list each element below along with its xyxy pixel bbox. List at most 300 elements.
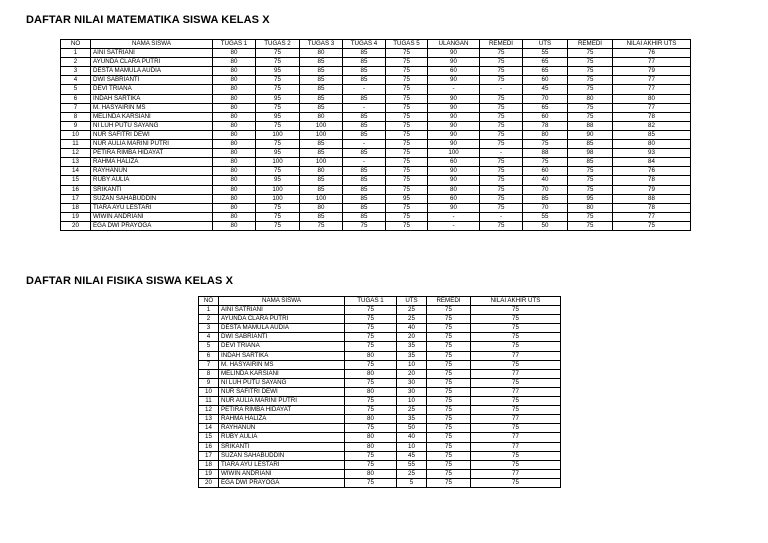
grade-cell: 40 (523, 176, 568, 185)
grade-cell: 90 (568, 130, 613, 139)
row-number-cell: 20 (199, 478, 219, 487)
row-number-cell: 16 (61, 185, 91, 194)
row-number-cell: 17 (199, 451, 219, 460)
grade-cell: 77 (613, 212, 691, 221)
grade-cell: 95 (256, 67, 300, 76)
grade-cell: 95 (256, 176, 300, 185)
grade-cell: 65 (523, 103, 568, 112)
table-row (199, 478, 561, 487)
grade-cell: 75 (256, 167, 300, 176)
math-grades-table (60, 39, 691, 231)
table-row (61, 221, 691, 230)
grade-cell: 75 (568, 58, 613, 67)
grade-cell: 85 (343, 194, 386, 203)
grade-cell: 90 (428, 203, 480, 212)
grade-cell: 80 (345, 415, 397, 424)
student-name-cell: MELINDA KARSIANI (219, 369, 345, 378)
student-name-cell: NUR SAFITRI DEWI (219, 387, 345, 396)
grade-cell: 75 (471, 460, 561, 469)
grade-cell: 35 (397, 415, 427, 424)
grade-cell: 100 (300, 121, 343, 130)
grade-cell: 75 (427, 315, 471, 324)
grade-cell: 75 (480, 167, 523, 176)
row-number-cell: 18 (61, 203, 91, 212)
table-row (61, 85, 691, 94)
grade-cell: 80 (213, 212, 256, 221)
grade-cell: 95 (256, 149, 300, 158)
student-name-cell: RAHMA HALIZA (219, 415, 345, 424)
grade-cell: 75 (386, 94, 428, 103)
student-name-cell: TIARA AYU LESTARI (219, 460, 345, 469)
grade-cell: 75 (480, 112, 523, 121)
student-name-cell: NUR AULIA MARINI PUTRI (219, 397, 345, 406)
grade-cell: 77 (613, 103, 691, 112)
row-number-cell: 4 (61, 76, 91, 85)
grade-cell: 75 (386, 203, 428, 212)
grade-cell: 85 (300, 212, 343, 221)
grade-cell: 75 (471, 306, 561, 315)
grade-cell: 30 (397, 387, 427, 396)
grade-cell: 80 (213, 167, 256, 176)
grade-cell: 75 (480, 76, 523, 85)
grade-cell: 75 (471, 478, 561, 487)
grade-cell: 10 (397, 360, 427, 369)
grade-cell: 75 (471, 342, 561, 351)
grade-cell: 90 (428, 76, 480, 85)
grade-cell: 85 (343, 203, 386, 212)
grade-cell: 95 (386, 194, 428, 203)
student-name-cell: NUR SAFITRI DEWI (91, 130, 213, 139)
grade-cell: 75 (568, 76, 613, 85)
grade-cell: 75 (480, 203, 523, 212)
math-column-header: TUGAS 3 (300, 40, 343, 49)
grade-cell: 75 (523, 140, 568, 149)
grade-cell: 75 (386, 58, 428, 67)
table-row (61, 67, 691, 76)
grade-cell: 77 (613, 76, 691, 85)
grade-cell: 75 (427, 460, 471, 469)
grade-cell: 75 (345, 424, 397, 433)
grade-cell: 85 (343, 176, 386, 185)
grade-cell: 76 (613, 49, 691, 58)
grade-cell: - (343, 158, 386, 167)
math-column-header: TUGAS 4 (343, 40, 386, 49)
grade-cell: 75 (256, 203, 300, 212)
grade-cell: 75 (427, 442, 471, 451)
grade-cell: 85 (300, 185, 343, 194)
grade-cell: 75 (480, 58, 523, 67)
grade-cell: 75 (345, 342, 397, 351)
grade-cell: 85 (300, 76, 343, 85)
grade-cell: 75 (345, 378, 397, 387)
grade-cell: 75 (386, 112, 428, 121)
grade-cell: 85 (300, 67, 343, 76)
grade-cell: 75 (471, 378, 561, 387)
grade-cell: 77 (471, 369, 561, 378)
grade-cell: 75 (471, 451, 561, 460)
grade-cell: 75 (568, 167, 613, 176)
row-number-cell: 5 (199, 342, 219, 351)
student-name-cell: DESTA MAMULA AUDIA (219, 324, 345, 333)
grade-cell: 75 (386, 130, 428, 139)
table-row (199, 469, 561, 478)
table-row (199, 442, 561, 451)
student-name-cell: WIWIN ANDRIANI (219, 469, 345, 478)
math-column-header: TUGAS 2 (256, 40, 300, 49)
grade-cell: 80 (428, 185, 480, 194)
grade-cell: 20 (397, 333, 427, 342)
grade-cell: 85 (300, 103, 343, 112)
grade-cell: 77 (613, 58, 691, 67)
student-name-cell: PETIRA RIMBA HIDAYAT (91, 149, 213, 158)
grade-cell: 85 (343, 58, 386, 67)
grade-cell: 20 (397, 369, 427, 378)
grade-cell: 79 (613, 67, 691, 76)
row-number-cell: 9 (199, 378, 219, 387)
grade-cell: 75 (471, 360, 561, 369)
physics-column-header: NAMA SISWA (219, 297, 345, 306)
row-number-cell: 19 (61, 212, 91, 221)
grade-cell: 80 (213, 140, 256, 149)
grade-cell: 85 (343, 212, 386, 221)
grade-cell: 80 (568, 203, 613, 212)
grade-cell: 85 (300, 176, 343, 185)
grade-cell: 90 (428, 94, 480, 103)
row-number-cell: 19 (199, 469, 219, 478)
math-column-header: NILAI AKHIR UTS (613, 40, 691, 49)
table-row (199, 306, 561, 315)
grade-cell: 75 (427, 306, 471, 315)
grade-cell: 85 (343, 185, 386, 194)
table-row (199, 387, 561, 396)
grade-cell: 75 (568, 49, 613, 58)
grade-cell: 85 (568, 158, 613, 167)
grade-cell: 70 (523, 185, 568, 194)
grade-cell: 75 (568, 67, 613, 76)
grade-cell: 80 (213, 121, 256, 130)
table-row (199, 315, 561, 324)
grade-cell: - (480, 85, 523, 94)
grade-cell: 55 (397, 460, 427, 469)
grade-cell: 80 (613, 140, 691, 149)
student-name-cell: NUR AULIA MARINI PUTRI (91, 140, 213, 149)
grade-cell: 85 (300, 58, 343, 67)
grade-cell: 75 (386, 176, 428, 185)
student-name-cell: DEVI TRIANA (219, 342, 345, 351)
table-row (199, 360, 561, 369)
grade-cell: 80 (213, 58, 256, 67)
table-row (199, 451, 561, 460)
grade-cell: 85 (343, 130, 386, 139)
row-number-cell: 15 (61, 176, 91, 185)
grade-cell: 100 (256, 185, 300, 194)
table-row (61, 185, 691, 194)
grade-cell: 75 (300, 221, 343, 230)
grade-cell: 75 (427, 424, 471, 433)
grade-cell: 100 (256, 194, 300, 203)
student-name-cell: PETIRA RIMBA HIDAYAT (219, 406, 345, 415)
table-row (61, 121, 691, 130)
row-number-cell: 13 (199, 415, 219, 424)
row-number-cell: 2 (199, 315, 219, 324)
grade-cell: 75 (427, 333, 471, 342)
grade-cell: 75 (345, 460, 397, 469)
grade-cell: 85 (300, 94, 343, 103)
row-number-cell: 6 (61, 94, 91, 103)
grade-cell: 75 (523, 158, 568, 167)
grade-cell: 75 (568, 212, 613, 221)
grade-cell: 75 (471, 315, 561, 324)
grade-cell: 85 (343, 167, 386, 176)
grade-cell: 75 (427, 324, 471, 333)
student-name-cell: SRIKANTI (91, 185, 213, 194)
student-name-cell: AYUNDA CLARA PUTRI (91, 58, 213, 67)
grade-cell: 35 (397, 351, 427, 360)
row-number-cell: 9 (61, 121, 91, 130)
grade-cell: 85 (300, 85, 343, 94)
table-row (61, 112, 691, 121)
grade-cell: 75 (471, 397, 561, 406)
grade-cell: 75 (480, 185, 523, 194)
grade-cell: 75 (256, 103, 300, 112)
grade-cell: 95 (256, 112, 300, 121)
grade-cell: 80 (345, 442, 397, 451)
grade-cell: 80 (345, 469, 397, 478)
row-number-cell: 3 (199, 324, 219, 333)
grade-cell: 75 (480, 67, 523, 76)
grade-cell: - (480, 212, 523, 221)
grade-cell: 75 (427, 397, 471, 406)
grade-cell: 75 (256, 140, 300, 149)
row-number-cell: 6 (199, 351, 219, 360)
student-name-cell: SUZAN SAHABUDDIN (219, 451, 345, 460)
grade-cell: 80 (213, 176, 256, 185)
math-table-body (61, 49, 691, 231)
grade-cell: 80 (213, 67, 256, 76)
row-number-cell: 20 (61, 221, 91, 230)
student-name-cell: DWI SABRIANTI (219, 333, 345, 342)
grade-cell: 77 (613, 85, 691, 94)
grade-cell: 75 (386, 212, 428, 221)
grade-cell: 85 (343, 112, 386, 121)
grade-cell: 75 (345, 306, 397, 315)
grade-cell: 80 (213, 103, 256, 112)
physics-table-body (199, 306, 561, 488)
grade-cell: 82 (613, 121, 691, 130)
grade-cell: 77 (471, 442, 561, 451)
row-number-cell: 14 (199, 424, 219, 433)
grade-cell: 93 (613, 149, 691, 158)
grade-cell: 84 (613, 158, 691, 167)
grade-cell: 100 (300, 130, 343, 139)
row-number-cell: 3 (61, 67, 91, 76)
grade-cell: 75 (386, 221, 428, 230)
grade-cell: 90 (428, 58, 480, 67)
grade-cell: 90 (428, 176, 480, 185)
grade-cell: 5 (397, 478, 427, 487)
physics-header-row (199, 297, 561, 306)
grade-cell: 75 (427, 406, 471, 415)
table-row (199, 406, 561, 415)
grade-cell: 40 (397, 324, 427, 333)
grade-cell: 90 (428, 49, 480, 58)
row-number-cell: 12 (61, 149, 91, 158)
grade-cell: 75 (345, 360, 397, 369)
grade-cell: 80 (523, 130, 568, 139)
grade-cell: 75 (386, 167, 428, 176)
student-name-cell: TIARA AYU LESTARI (91, 203, 213, 212)
grade-cell: 90 (428, 112, 480, 121)
grade-cell: 75 (386, 103, 428, 112)
grade-cell: 77 (471, 387, 561, 396)
grade-cell: 25 (397, 315, 427, 324)
grade-cell: - (428, 85, 480, 94)
grade-cell: 78 (523, 121, 568, 130)
grade-cell: 98 (568, 149, 613, 158)
grade-cell: 95 (568, 194, 613, 203)
table-row (199, 333, 561, 342)
grade-cell: 77 (471, 469, 561, 478)
row-number-cell: 7 (61, 103, 91, 112)
grade-cell: 80 (213, 130, 256, 139)
grade-cell: 75 (386, 67, 428, 76)
grade-cell: 78 (613, 176, 691, 185)
student-name-cell: DESTA MAMULA AUDIA (91, 67, 213, 76)
grade-cell: 75 (256, 121, 300, 130)
grade-cell: 75 (480, 103, 523, 112)
grade-cell: 78 (613, 203, 691, 212)
grade-cell: 80 (345, 433, 397, 442)
grade-cell: 79 (613, 185, 691, 194)
grade-cell: 70 (523, 203, 568, 212)
table-row (199, 415, 561, 424)
table-row (199, 324, 561, 333)
row-number-cell: 14 (61, 167, 91, 176)
grade-cell: 85 (343, 94, 386, 103)
grade-cell: 65 (523, 67, 568, 76)
grade-cell: 80 (568, 94, 613, 103)
student-name-cell: MELINDA KARSIANI (91, 112, 213, 121)
grade-cell: 90 (428, 167, 480, 176)
student-name-cell: NI LUH PUTU SAYANG (219, 378, 345, 387)
grade-cell: 75 (345, 315, 397, 324)
grade-cell: 75 (427, 478, 471, 487)
grade-cell: 75 (480, 94, 523, 103)
student-name-cell: INDAH SARTIKA (91, 94, 213, 103)
physics-column-header: TUGAS 1 (345, 297, 397, 306)
row-number-cell: 17 (61, 194, 91, 203)
grade-cell: 30 (397, 378, 427, 387)
grade-cell: 45 (397, 451, 427, 460)
grade-cell: 85 (300, 149, 343, 158)
grade-cell: 50 (523, 221, 568, 230)
grade-cell: - (343, 85, 386, 94)
grade-cell: 75 (427, 378, 471, 387)
row-number-cell: 10 (199, 387, 219, 396)
grade-cell: - (343, 103, 386, 112)
grade-cell: 85 (343, 49, 386, 58)
grade-cell: 85 (523, 194, 568, 203)
physics-column-header: NO (199, 297, 219, 306)
math-column-header: ULANGAN (428, 40, 480, 49)
grade-cell: 75 (427, 433, 471, 442)
grade-cell: 75 (386, 49, 428, 58)
grade-cell: 85 (568, 140, 613, 149)
grade-cell: 80 (300, 49, 343, 58)
row-number-cell: 16 (199, 442, 219, 451)
grade-cell: 90 (428, 130, 480, 139)
math-table-title: DAFTAR NILAI MATEMATIKA SISWA KELAS X (26, 14, 270, 26)
grade-cell: 80 (213, 221, 256, 230)
grade-cell: 75 (427, 369, 471, 378)
physics-column-header: UTS (397, 297, 427, 306)
grade-cell: 85 (343, 76, 386, 85)
row-number-cell: 11 (61, 140, 91, 149)
student-name-cell: WIWIN ANDRIANI (91, 212, 213, 221)
table-row (61, 140, 691, 149)
grade-cell: 75 (345, 478, 397, 487)
row-number-cell: 4 (199, 333, 219, 342)
grade-cell: 100 (428, 149, 480, 158)
grade-cell: 75 (256, 76, 300, 85)
grade-cell: 75 (256, 221, 300, 230)
grade-cell: 75 (427, 387, 471, 396)
grade-cell: 70 (523, 94, 568, 103)
grade-cell: 75 (568, 176, 613, 185)
grade-cell: 80 (300, 167, 343, 176)
table-row (199, 460, 561, 469)
grade-cell: 75 (480, 194, 523, 203)
grade-cell: 80 (213, 194, 256, 203)
table-row (61, 130, 691, 139)
table-row (199, 397, 561, 406)
row-number-cell: 1 (199, 306, 219, 315)
student-name-cell: SRIKANTI (219, 442, 345, 451)
table-row (61, 158, 691, 167)
table-row (61, 149, 691, 158)
grade-cell: 75 (427, 360, 471, 369)
grade-cell: 75 (471, 324, 561, 333)
grade-cell: 80 (213, 158, 256, 167)
table-row (61, 194, 691, 203)
grade-cell: 75 (427, 451, 471, 460)
row-number-cell: 10 (61, 130, 91, 139)
physics-column-header: NILAI AKHIR UTS (471, 297, 561, 306)
grade-cell: 50 (397, 424, 427, 433)
math-column-header: NAMA SISWA (91, 40, 213, 49)
grade-cell: 75 (427, 342, 471, 351)
grade-cell: 90 (428, 121, 480, 130)
grade-cell: 85 (300, 140, 343, 149)
grade-cell: 75 (256, 212, 300, 221)
physics-column-header: REMEDI (427, 297, 471, 306)
grade-cell: 75 (345, 397, 397, 406)
grade-cell: 100 (300, 194, 343, 203)
grade-cell: - (428, 212, 480, 221)
grade-cell: 75 (568, 221, 613, 230)
math-column-header: UTS (523, 40, 568, 49)
student-name-cell: AYUNDA CLARA PUTRI (219, 315, 345, 324)
grade-cell: - (428, 221, 480, 230)
grade-cell: 80 (213, 85, 256, 94)
grade-cell: 85 (343, 149, 386, 158)
grade-cell: 80 (613, 94, 691, 103)
student-name-cell: RAHMA HALIZA (91, 158, 213, 167)
grade-cell: 75 (480, 221, 523, 230)
math-header-row (61, 40, 691, 49)
row-number-cell: 12 (199, 406, 219, 415)
grade-cell: 75 (568, 85, 613, 94)
